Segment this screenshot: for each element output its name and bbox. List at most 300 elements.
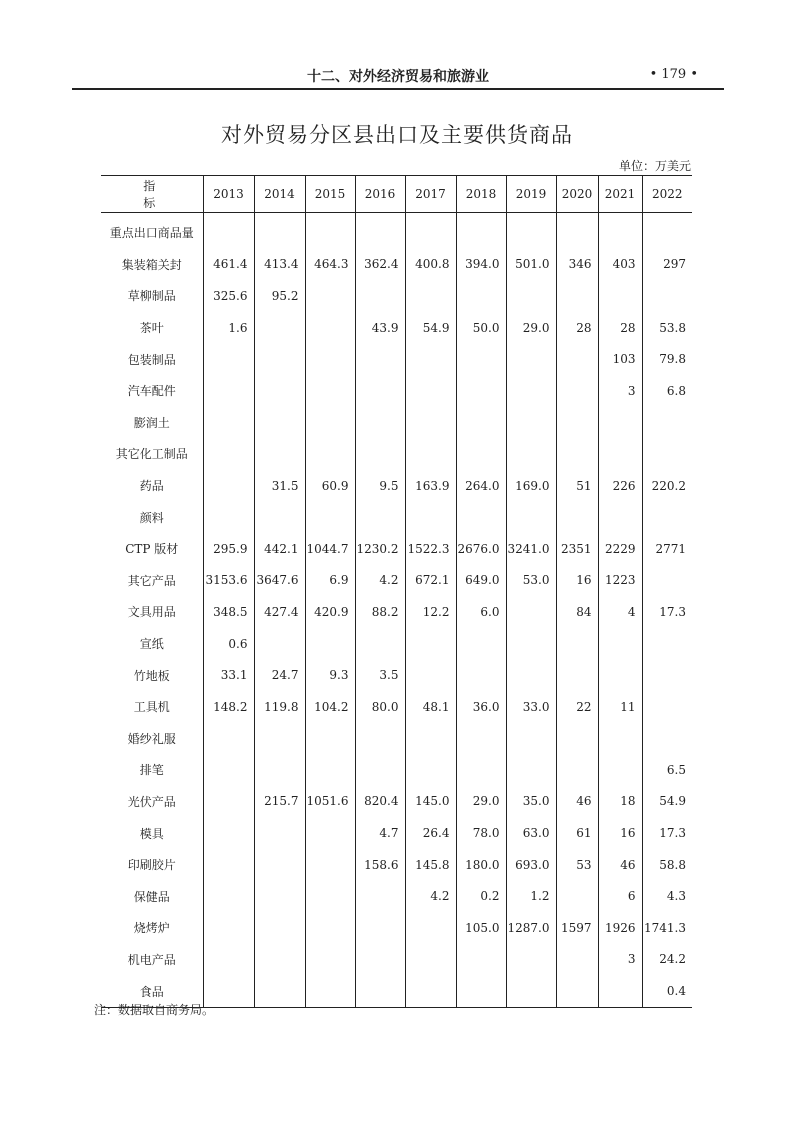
row-label: 烧烤炉 [133, 921, 170, 936]
table-cell [642, 213, 692, 249]
table-cell [254, 849, 305, 881]
table-cell [506, 659, 556, 691]
table-row [101, 470, 692, 502]
table-cell: 105.0 [456, 912, 506, 944]
table-cell: 501.0 [506, 249, 556, 281]
row-label: 竹地板 [133, 668, 170, 683]
table-cell [405, 944, 456, 976]
row-label: 汽车配件 [127, 384, 176, 399]
table-row [101, 375, 692, 407]
table-cell: 48.1 [405, 691, 456, 723]
table-cell: 158.6 [355, 849, 405, 881]
table-cell: 693.0 [506, 849, 556, 881]
table-cell [456, 659, 506, 691]
row-label: 茶叶 [139, 321, 164, 336]
table-cell [405, 723, 456, 755]
table-cell [305, 438, 355, 470]
table-cell: 84 [556, 596, 598, 628]
table-cell [506, 280, 556, 312]
table-cell: 26.4 [405, 817, 456, 849]
table-cell: 17.3 [642, 817, 692, 849]
table-cell: 50.0 [456, 312, 506, 344]
table-cell: 16 [598, 817, 642, 849]
table-cell: 4.7 [355, 817, 405, 849]
table-cell: 4.3 [642, 880, 692, 912]
table-cell [254, 343, 305, 375]
table-cell [305, 975, 355, 1007]
table-cell: 28 [556, 312, 598, 344]
table-row [101, 659, 692, 691]
row-label: 其它产品 [127, 573, 176, 588]
table-cell [506, 754, 556, 786]
export-table [101, 175, 692, 1008]
table-cell [305, 501, 355, 533]
table-cell: 148.2 [203, 691, 254, 723]
table-cell [506, 723, 556, 755]
table-cell [598, 213, 642, 249]
table-cell: 9.3 [305, 659, 355, 691]
table-cell [305, 375, 355, 407]
table-row [101, 312, 692, 344]
table-cell [642, 501, 692, 533]
table-cell: 22 [556, 691, 598, 723]
table-cell [506, 407, 556, 439]
row-label: 机电产品 [127, 952, 176, 967]
table-cell [203, 944, 254, 976]
table-cell: 95.2 [254, 280, 305, 312]
table-cell: 6.8 [642, 375, 692, 407]
table-cell: 2351 [556, 533, 598, 565]
table-cell [598, 501, 642, 533]
table-cell: 1741.3 [642, 912, 692, 944]
table-cell [203, 213, 254, 249]
table-cell [506, 628, 556, 660]
table-cell: 104.2 [305, 691, 355, 723]
page-number: • 179 • [649, 67, 698, 82]
table-cell [355, 628, 405, 660]
table-cell [203, 407, 254, 439]
column-header-year: 2022 [642, 176, 692, 213]
table-cell: 6.9 [305, 565, 355, 597]
table-cell [355, 501, 405, 533]
table-cell [203, 723, 254, 755]
table-cell: 53 [556, 849, 598, 881]
table-cell [598, 628, 642, 660]
table-cell [506, 501, 556, 533]
table-row [101, 691, 692, 723]
table-cell: 4.2 [405, 880, 456, 912]
table-cell [254, 312, 305, 344]
table-row [101, 723, 692, 755]
running-header [72, 66, 724, 90]
table-cell: 63.0 [506, 817, 556, 849]
table-cell [305, 944, 355, 976]
table-cell: 442.1 [254, 533, 305, 565]
table-cell [556, 628, 598, 660]
table-cell [405, 628, 456, 660]
table-row [101, 628, 692, 660]
table-cell: 60.9 [305, 470, 355, 502]
table-cell [305, 280, 355, 312]
table-cell: 6.5 [642, 754, 692, 786]
table-cell [254, 375, 305, 407]
table-cell [506, 343, 556, 375]
table-cell: 6 [598, 880, 642, 912]
table-cell: 24.2 [642, 944, 692, 976]
table-cell: 461.4 [203, 249, 254, 281]
table-cell [203, 849, 254, 881]
table-cell [405, 975, 456, 1007]
table-cell: 31.5 [254, 470, 305, 502]
table-cell: 53.0 [506, 565, 556, 597]
table-cell [405, 912, 456, 944]
table-cell: 58.8 [642, 849, 692, 881]
table-cell [405, 375, 456, 407]
table-cell [254, 501, 305, 533]
table-cell: 215.7 [254, 786, 305, 818]
table-cell: 3 [598, 944, 642, 976]
table-cell: 2676.0 [456, 533, 506, 565]
row-label: 光伏产品 [127, 794, 176, 809]
table-row [101, 754, 692, 786]
table-cell: 348.5 [203, 596, 254, 628]
table-cell [203, 786, 254, 818]
table-row [101, 213, 692, 249]
table-cell [556, 754, 598, 786]
table-cell [203, 343, 254, 375]
table-cell: 4.2 [355, 565, 405, 597]
table-cell [254, 438, 305, 470]
table-cell [355, 944, 405, 976]
table-cell [203, 375, 254, 407]
table-row [101, 438, 692, 470]
table-cell: 46 [556, 786, 598, 818]
column-header-year: 2014 [254, 176, 305, 213]
table-cell: 4 [598, 596, 642, 628]
table-cell [598, 280, 642, 312]
table-cell: 1230.2 [355, 533, 405, 565]
table-cell [556, 213, 598, 249]
table-cell [405, 213, 456, 249]
table-row [101, 249, 692, 281]
table-cell [355, 975, 405, 1007]
table-row [101, 944, 692, 976]
table-cell [642, 723, 692, 755]
table-cell: 61 [556, 817, 598, 849]
table-row [101, 849, 692, 881]
table-cell: 346 [556, 249, 598, 281]
table-cell: 1044.7 [305, 533, 355, 565]
table-cell: 24.7 [254, 659, 305, 691]
table-row [101, 912, 692, 944]
table-cell: 1287.0 [506, 912, 556, 944]
table-cell [305, 312, 355, 344]
table-cell [254, 407, 305, 439]
table-cell [556, 659, 598, 691]
table-cell: 88.2 [355, 596, 405, 628]
table-cell: 3153.6 [203, 565, 254, 597]
table-cell: 33.0 [506, 691, 556, 723]
table-cell [203, 817, 254, 849]
column-header-year: 2018 [456, 176, 506, 213]
column-header-year: 2016 [355, 176, 405, 213]
table-cell [405, 407, 456, 439]
table-cell: 36.0 [456, 691, 506, 723]
table-cell: 0.6 [203, 628, 254, 660]
table-cell [305, 912, 355, 944]
table-cell: 33.1 [203, 659, 254, 691]
table-cell: 54.9 [642, 786, 692, 818]
table-cell: 3 [598, 375, 642, 407]
table-cell [506, 944, 556, 976]
table-cell: 394.0 [456, 249, 506, 281]
table-cell: 103 [598, 343, 642, 375]
table-cell [355, 343, 405, 375]
table-cell: 16 [556, 565, 598, 597]
table-cell: 53.8 [642, 312, 692, 344]
table-cell: 672.1 [405, 565, 456, 597]
section-title: 十二、对外经济贸易和旅游业 [307, 69, 489, 85]
table-cell [598, 659, 642, 691]
row-label: 其它化工制品 [115, 447, 188, 462]
table-cell [456, 438, 506, 470]
unit-label: 单位：万美元 [618, 159, 691, 173]
footnote: 注：数据取自商务局。 [94, 1003, 215, 1017]
table-cell: 6.0 [456, 596, 506, 628]
table-title: 对外贸易分区县出口及主要供货商品 [221, 123, 573, 147]
table-cell: 3.5 [355, 659, 405, 691]
table-cell [456, 723, 506, 755]
column-header-year: 2019 [506, 176, 556, 213]
table-cell [305, 343, 355, 375]
table-cell: 163.9 [405, 470, 456, 502]
table-cell: 35.0 [506, 786, 556, 818]
table-cell [305, 213, 355, 249]
column-header-indicator: 指 标 [101, 176, 203, 213]
table-cell: 78.0 [456, 817, 506, 849]
table-cell [355, 213, 405, 249]
table-cell: 295.9 [203, 533, 254, 565]
table-cell [456, 407, 506, 439]
row-label: 药品 [139, 479, 164, 494]
table-cell [355, 280, 405, 312]
table-cell: 413.4 [254, 249, 305, 281]
table-cell [254, 975, 305, 1007]
table-cell [456, 213, 506, 249]
table-cell: 18 [598, 786, 642, 818]
row-label: 草柳制品 [127, 289, 176, 304]
table-header-row [101, 176, 692, 213]
table-cell: 649.0 [456, 565, 506, 597]
table-cell [254, 213, 305, 249]
table-cell [456, 944, 506, 976]
table-cell [405, 438, 456, 470]
table-cell: 264.0 [456, 470, 506, 502]
table-cell: 119.8 [254, 691, 305, 723]
table-row [101, 565, 692, 597]
table-cell [355, 407, 405, 439]
column-header-year: 2013 [203, 176, 254, 213]
row-label: 婚纱礼服 [127, 731, 176, 746]
table-cell [456, 280, 506, 312]
table-row [101, 280, 692, 312]
row-label: 工具机 [133, 700, 170, 715]
table-cell: 403 [598, 249, 642, 281]
table-cell: 1926 [598, 912, 642, 944]
table-cell [642, 438, 692, 470]
table-cell: 820.4 [355, 786, 405, 818]
table-cell: 220.2 [642, 470, 692, 502]
table-cell [405, 501, 456, 533]
table-cell [598, 754, 642, 786]
table-cell [506, 213, 556, 249]
table-cell [556, 880, 598, 912]
table-cell [642, 407, 692, 439]
table-cell [203, 438, 254, 470]
table-cell [355, 880, 405, 912]
table-cell [556, 438, 598, 470]
table-cell: 362.4 [355, 249, 405, 281]
table-cell: 12.2 [405, 596, 456, 628]
row-label: CTP 版材 [125, 542, 179, 557]
row-label: 重点出口商品量 [109, 226, 194, 241]
row-label: 排笔 [139, 763, 164, 778]
table-cell [556, 407, 598, 439]
table-cell: 0.2 [456, 880, 506, 912]
table-cell [203, 754, 254, 786]
table-cell [254, 912, 305, 944]
table-cell [405, 659, 456, 691]
table-cell [556, 723, 598, 755]
table-cell: 11 [598, 691, 642, 723]
table-cell [506, 975, 556, 1007]
table-cell [203, 501, 254, 533]
row-label: 食品 [101, 975, 203, 1007]
table-cell: 400.8 [405, 249, 456, 281]
table-cell [456, 628, 506, 660]
table-cell: 2771 [642, 533, 692, 565]
table-cell [355, 375, 405, 407]
table-cell: 54.9 [405, 312, 456, 344]
column-header-year: 2017 [405, 176, 456, 213]
table-cell [254, 723, 305, 755]
column-header-year: 2020 [556, 176, 598, 213]
table-cell [305, 880, 355, 912]
table-cell: 1051.6 [305, 786, 355, 818]
table-cell [598, 723, 642, 755]
table-cell: 464.3 [305, 249, 355, 281]
table-cell [556, 343, 598, 375]
table-cell [203, 912, 254, 944]
table-cell [598, 975, 642, 1007]
table-cell [506, 375, 556, 407]
table-cell [305, 849, 355, 881]
table-cell: 1522.3 [405, 533, 456, 565]
row-label: 颜料 [139, 510, 164, 525]
table-cell: 28 [598, 312, 642, 344]
table-cell [305, 754, 355, 786]
table-cell: 169.0 [506, 470, 556, 502]
row-label: 文具用品 [127, 605, 176, 620]
table-cell [405, 754, 456, 786]
table-cell [355, 754, 405, 786]
table-row [101, 596, 692, 628]
row-label: 保健品 [133, 889, 170, 904]
table-cell [456, 375, 506, 407]
table-cell: 1.2 [506, 880, 556, 912]
row-label: 模具 [139, 826, 164, 841]
row-label: 包装制品 [127, 352, 176, 367]
table-row [101, 786, 692, 818]
row-label: 膨润土 [133, 415, 170, 430]
table-cell: 226 [598, 470, 642, 502]
table-cell: 180.0 [456, 849, 506, 881]
table-cell [203, 470, 254, 502]
table-cell [254, 628, 305, 660]
table-cell [506, 596, 556, 628]
table-row [101, 343, 692, 375]
table-cell [642, 280, 692, 312]
table-cell [456, 754, 506, 786]
table-cell [642, 659, 692, 691]
table-cell: 80.0 [355, 691, 405, 723]
table-cell: 29.0 [456, 786, 506, 818]
table-cell: 46 [598, 849, 642, 881]
table-cell [355, 912, 405, 944]
table-cell [598, 438, 642, 470]
table-cell [456, 343, 506, 375]
table-cell: 1223 [598, 565, 642, 597]
table-row [101, 533, 692, 565]
table-cell: 420.9 [305, 596, 355, 628]
table-cell [355, 723, 405, 755]
table-cell: 17.3 [642, 596, 692, 628]
table-cell [642, 628, 692, 660]
table-cell: 325.6 [203, 280, 254, 312]
table-cell [642, 565, 692, 597]
table-cell [405, 280, 456, 312]
table-cell: 297 [642, 249, 692, 281]
table-cell: 79.8 [642, 343, 692, 375]
table-cell [305, 407, 355, 439]
table-cell: 29.0 [506, 312, 556, 344]
table-cell [556, 375, 598, 407]
table-cell: 1597 [556, 912, 598, 944]
table-row [101, 817, 692, 849]
table-cell [405, 343, 456, 375]
row-label: 集装箱关封 [121, 257, 182, 272]
table-cell [556, 501, 598, 533]
table-cell [254, 880, 305, 912]
table-cell [556, 944, 598, 976]
table-cell [598, 407, 642, 439]
table-body [101, 213, 692, 1008]
table-cell [456, 501, 506, 533]
table-cell: 43.9 [355, 312, 405, 344]
table-cell [642, 691, 692, 723]
table-cell: 427.4 [254, 596, 305, 628]
row-label: 宣纸 [139, 637, 164, 652]
table-cell [556, 975, 598, 1007]
table-cell [254, 944, 305, 976]
table-cell [305, 817, 355, 849]
table-cell [456, 975, 506, 1007]
table-cell: 145.8 [405, 849, 456, 881]
table-cell [203, 880, 254, 912]
table-cell: 145.0 [405, 786, 456, 818]
table-cell [506, 438, 556, 470]
column-header-year: 2015 [305, 176, 355, 213]
